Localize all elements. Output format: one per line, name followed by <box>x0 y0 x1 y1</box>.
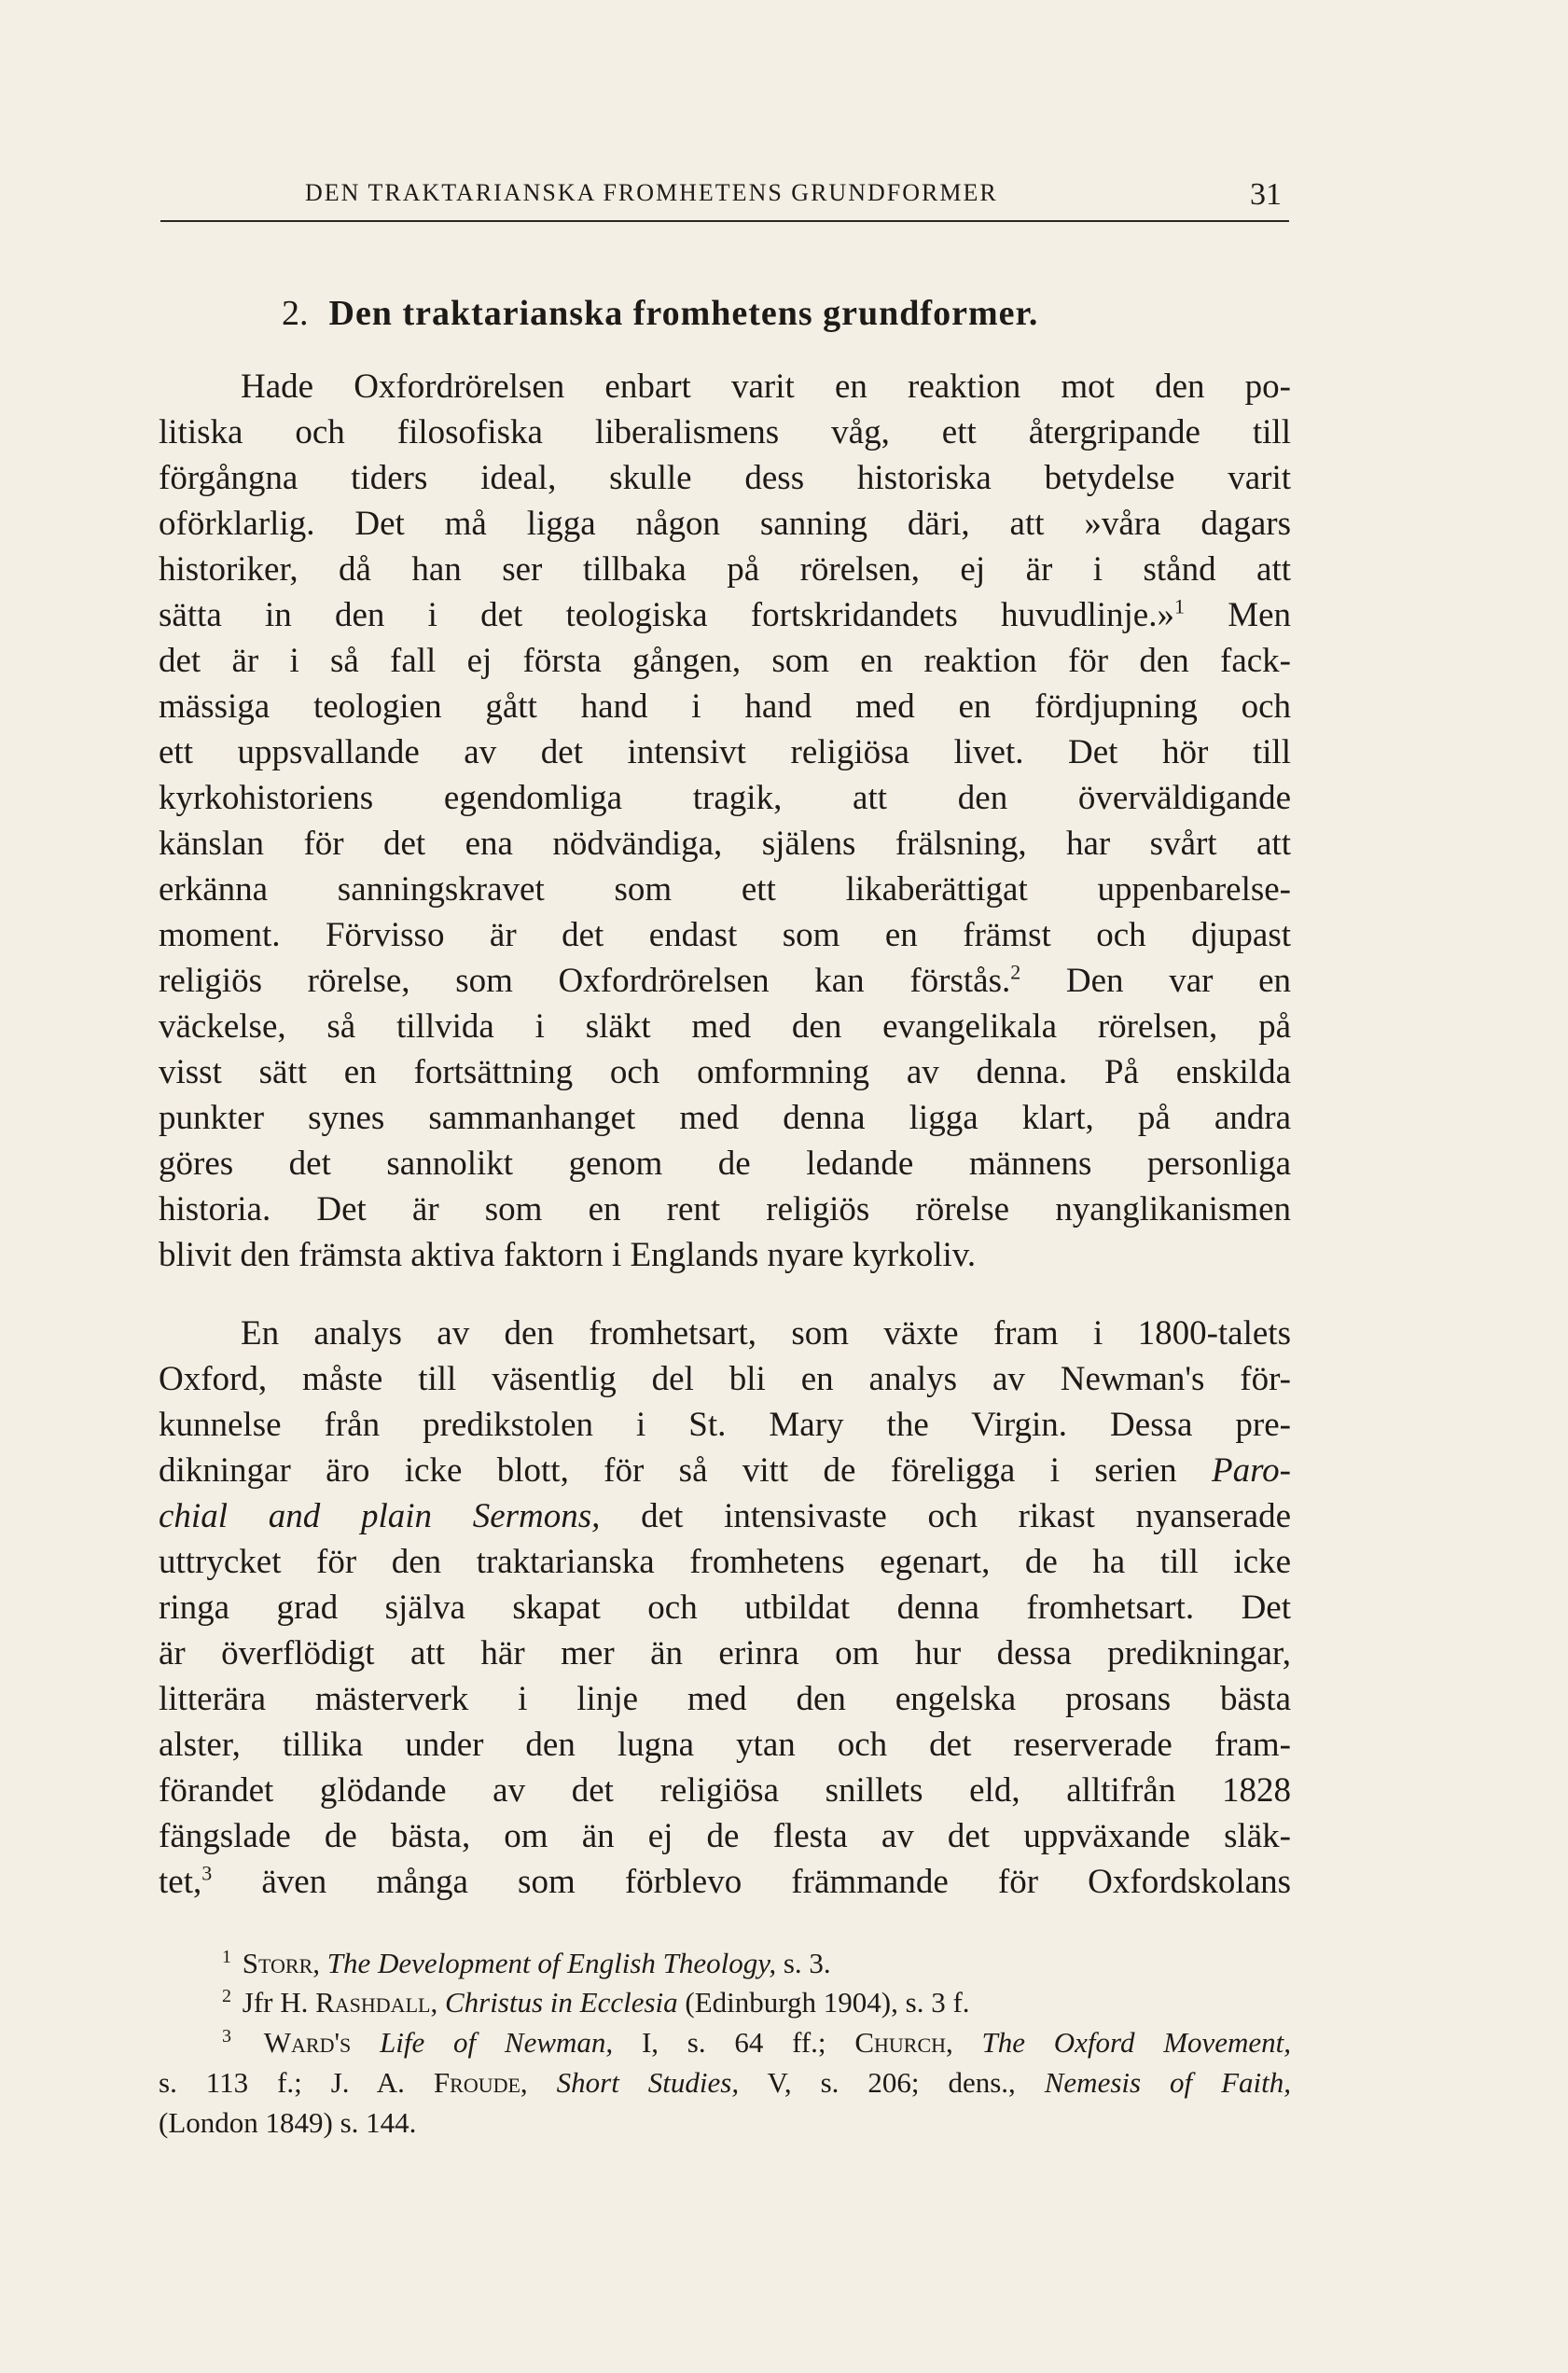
body-line: mässiga teologien gått hand i hand med en fördjupning och <box>159 687 1291 726</box>
body-line <box>159 592 1291 638</box>
body-line: väckelse, så tillvida i släkt med den evangelikala rörelsen, på <box>159 1007 1291 1046</box>
footnote-title: Short Studies, <box>556 2066 740 2099</box>
footnote-mark: 3 <box>222 2025 231 2047</box>
body-line <box>159 958 1291 1004</box>
body-line: kunnelse från predikstolen i St. Mary the Virgin. Dessa pre- <box>159 1406 1291 1444</box>
running-title: DEN TRAKTARIANSKA FROMHETENS GRUNDFORMER <box>305 179 998 206</box>
footnote-author: Froude, <box>433 2066 528 2099</box>
body-line: historiker, då han ser tillbaka på rörelsen, ej är i stånd att <box>159 550 1291 589</box>
body-line: litterära mästerverk i linje med den engelska prosans bästa <box>159 1680 1291 1718</box>
body-line: historia. Det är som en rent religiös rörelse nyanglikanismen <box>159 1190 1291 1228</box>
body-line <box>159 1859 1291 1905</box>
footnote-title: The Development of English Theology, <box>326 1947 777 1979</box>
body-line <box>159 1448 1291 1493</box>
body-line: Oxford, måste till väsentlig del bli en analys av Newman's för- <box>159 1360 1291 1398</box>
body-line-text: Men <box>1228 596 1291 634</box>
footnote-3 <box>159 2024 1291 2061</box>
footnote-text: s. 113 f.; J. A. <box>159 2066 405 2099</box>
body-line: Hade Oxfordrörelsen enbart varit en reaktion mot den po- <box>241 368 1291 406</box>
footnote-ref: 3 <box>201 1861 213 1885</box>
body-line: ett uppsvallande av det intensivt religiösa livet. Det hör till <box>159 733 1291 771</box>
footnote-3-cont: (London 1849) s. 144. <box>159 2106 417 2139</box>
body-line-text: tet, <box>159 1863 202 1901</box>
footnote-ref: 2 <box>1010 960 1021 984</box>
footnote-title: Life of Newman, <box>380 2026 614 2059</box>
body-line-text: religiös rörelse, som Oxfordrörelsen kan förstås. <box>159 962 1011 1000</box>
body-line: uttrycket för den traktarianska fromhetens egenart, de ha till icke <box>159 1543 1291 1581</box>
body-line: alster, tillika under den lugna ytan och det reserverade fram- <box>159 1726 1291 1764</box>
body-line: litiska och filosofiska liberalismens våg, ett återgripande till <box>159 413 1291 451</box>
running-header <box>160 177 1289 222</box>
body-line: punkter synes sammanhanget med denna ligga klart, på andra <box>159 1099 1291 1137</box>
body-line-text: dikningar äro icke blott, för så vitt de föreligga i serien <box>159 1451 1177 1490</box>
footnote-text: I, s. 64 ff.; <box>641 2026 826 2059</box>
section-number: 2. <box>282 294 309 333</box>
section-title: Den traktarianska fromhetens grundformer. <box>328 294 1039 333</box>
body-line-text: Den var en <box>1065 962 1291 1000</box>
body-line: En analys av den fromhetsart, som växte fram i 1800-talets <box>241 1314 1291 1353</box>
footnote-mark: 1 <box>222 1946 231 1967</box>
body-line: förandet glödande av det religiösa snillets eld, alltifrån 1828 <box>159 1771 1291 1810</box>
section-heading <box>282 293 1038 334</box>
body-line: oförklarlig. Det må ligga någon sanning däri, att »våra dagars <box>159 505 1291 543</box>
footnote-mark: 2 <box>222 1985 231 2006</box>
footnote-author: Church, <box>854 2026 953 2059</box>
body-line: visst sätt en fortsättning och omformning av denna. På enskilda <box>159 1053 1291 1091</box>
body-line <box>159 1493 1291 1539</box>
body-line: känslan för det ena nödvändiga, själens frälsning, har svårt att <box>159 825 1291 863</box>
footnote-3-cont <box>159 2064 1291 2102</box>
page-number: 31 <box>1250 177 1282 212</box>
body-line: det är i så fall ej första gången, som en reaktion för den fack- <box>159 642 1291 680</box>
footnote-author: Rashdall, <box>315 1986 438 2019</box>
footnote-text: V, s. 206; dens., <box>767 2066 1016 2099</box>
body-line: ringa grad själva skapat och utbildat denna fromhetsart. Det <box>159 1589 1291 1627</box>
italic-title: Paro- <box>1212 1451 1291 1490</box>
footnote-author: Storr, <box>242 1947 321 1979</box>
body-line: är överflödigt att här mer än erinra om hur dessa predikningar, <box>159 1634 1291 1672</box>
body-line: kyrkohistoriens egendomliga tragik, att den överväldigande <box>159 779 1291 817</box>
body-line: göres det sannolikt genom de ledande männens personliga <box>159 1145 1291 1183</box>
footnote-title: The Oxford Movement, <box>981 2026 1291 2059</box>
italic-title: chial and plain Sermons, <box>159 1497 601 1535</box>
footnote-title: Nemesis of Faith, <box>1044 2066 1291 2099</box>
footnote-author: Ward's <box>263 2026 352 2059</box>
body-line: erkänna sanningskravet som ett likaberättigat uppenbarelse- <box>159 870 1291 909</box>
body-line-text: sätta in den i det teologiska fortskridandets huvudlinje.» <box>159 596 1174 634</box>
body-line: blivit den främsta aktiva faktorn i Englands nyare kyrkoliv. <box>159 1236 977 1274</box>
footnote-2 <box>159 1984 1291 2021</box>
body-line-text: det intensivaste och rikast nyanserade <box>641 1497 1291 1535</box>
footnote-text: s. 3. <box>783 1947 831 1979</box>
body-line-text: även många som förblevo främmande för Oxfordskolans <box>261 1863 1291 1901</box>
footnote-text: (Edinburgh 1904), s. 3 f. <box>685 1986 970 2019</box>
body-line: moment. Förvisso är det endast som en främst och djupast <box>159 916 1291 954</box>
footnote-ref: 1 <box>1173 594 1185 618</box>
footnote-text: Jfr H. <box>242 1986 309 2019</box>
footnote-title: Christus in Ecclesia <box>444 1986 678 2019</box>
body-line: fängslade de bästa, om än ej de flesta av det uppväxande släk- <box>159 1817 1291 1855</box>
body-line: förgångna tiders ideal, skulle dess historiska betydelse varit <box>159 459 1291 497</box>
footnote-1 <box>159 1945 1291 1982</box>
